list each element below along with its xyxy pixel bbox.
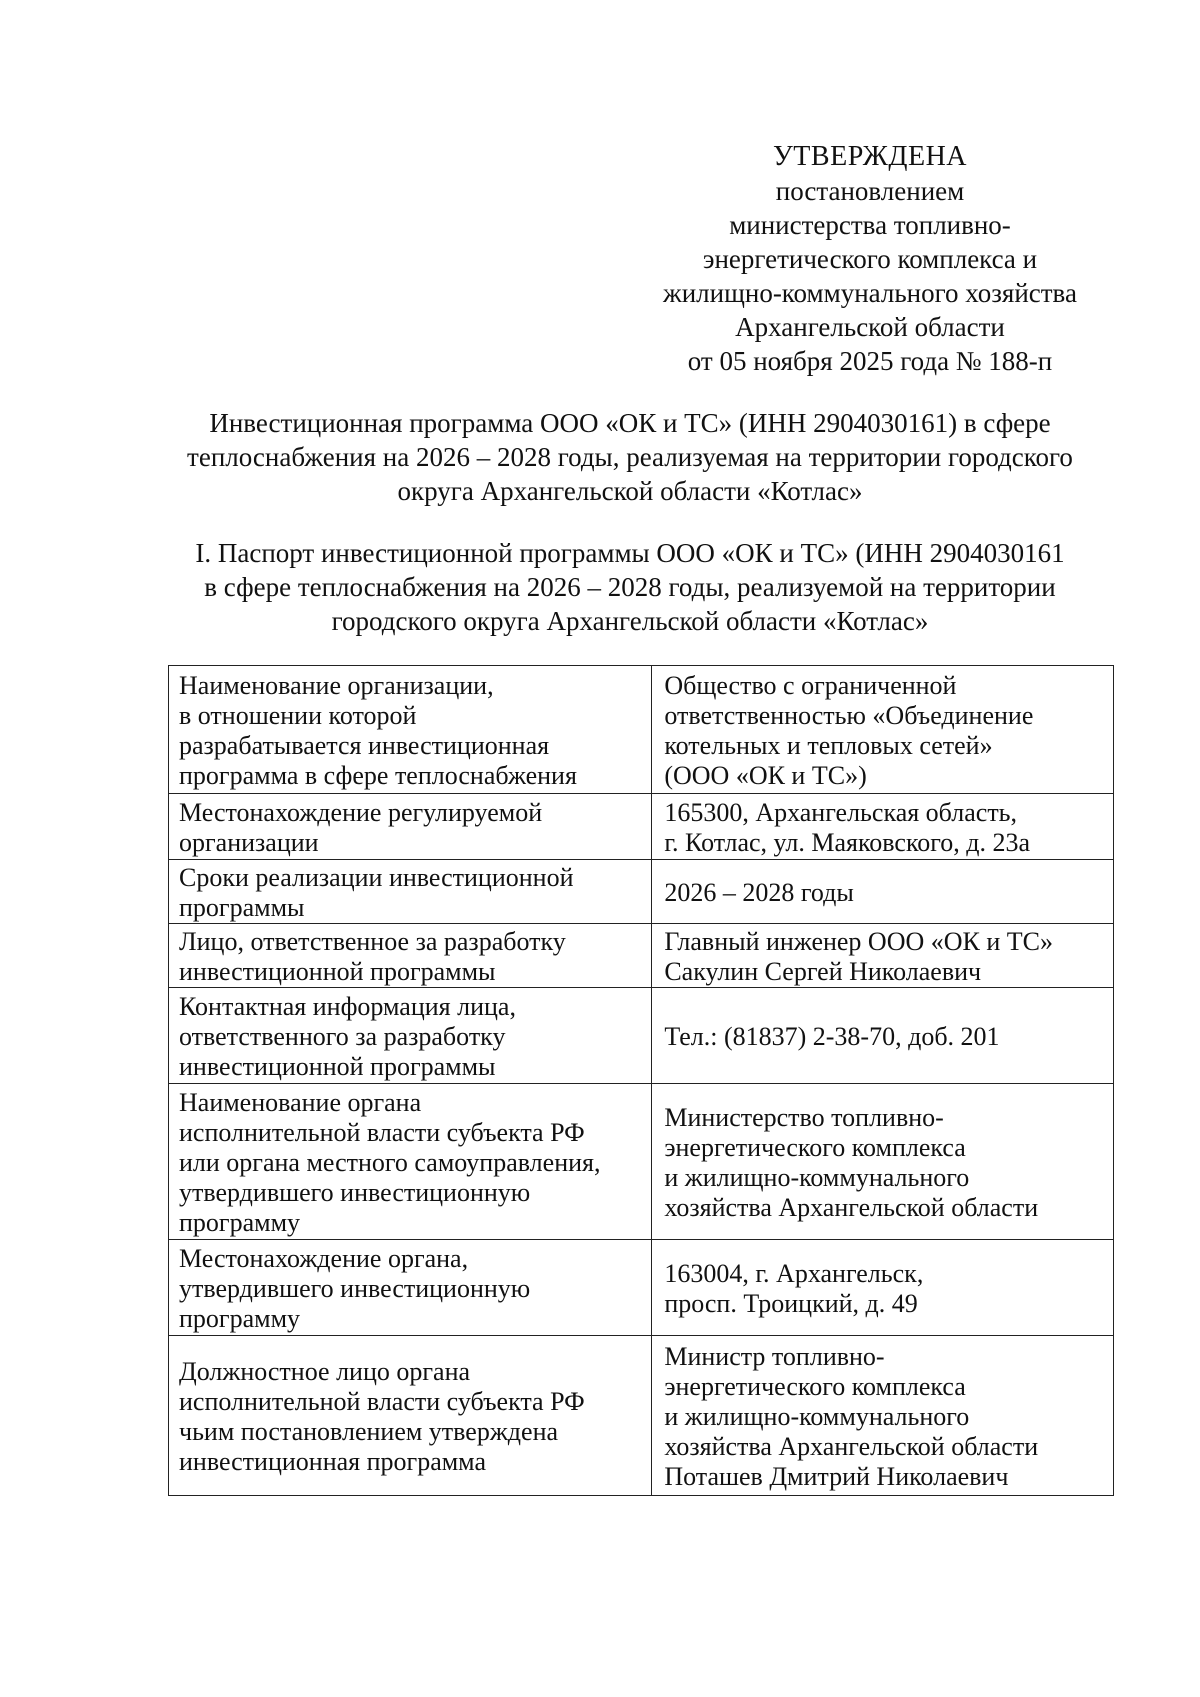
table-row (169, 1240, 1114, 1336)
row-label: Местонахождение регулируемой организации (169, 794, 652, 860)
document-title-line: Инвестиционная программа ООО «ОК и ТС» (ИНН 2904030161) в сфере (209, 408, 1051, 438)
section-title-line: I. Паспорт инвестиционной программы ООО «ОК и ТС» (ИНН 2904030161 (195, 538, 1065, 568)
row-value: 165300, Архангельская область, г. Котлас, ул. Маяковского, д. 23а (652, 794, 1114, 860)
approval-line: министерства топливно- (729, 210, 1011, 240)
row-value: 2026 – 2028 годы (652, 860, 1114, 924)
section-title-line: в сфере теплоснабжения на 2026 – 2028 годы, реализуемой на территории (204, 572, 1056, 602)
passport-table (168, 665, 1114, 1496)
row-label: Лицо, ответственное за разработку инвестиционной программы (169, 924, 652, 988)
approval-line: постановлением (775, 176, 965, 206)
table-row (169, 988, 1114, 1084)
table-row (169, 1336, 1114, 1496)
document-title-line: теплоснабжения на 2026 – 2028 годы, реализуемая на территории городского (187, 442, 1073, 472)
row-value: Общество с ограниченной ответственностью «Объединение котельных и тепловых сетей» (ООО «ОК и ТС») (652, 666, 1114, 794)
row-value: Главный инженер ООО «ОК и ТС» Сакулин Сергей Николаевич (652, 924, 1114, 988)
row-value: Тел.: (81837) 2-38-70, доб. 201 (652, 988, 1114, 1084)
table-row (169, 1084, 1114, 1240)
row-label: Контактная информация лица, ответственного за разработку инвестиционной программы (169, 988, 652, 1084)
table-row (169, 860, 1114, 924)
approval-line: Архангельской области (735, 312, 1005, 342)
row-value: 163004, г. Архангельск, просп. Троицкий, д. 49 (652, 1240, 1114, 1336)
row-label: Наименование организации, в отношении которой разрабатывается инвестиционная программа в сфере теплоснабжения (169, 666, 652, 794)
table-row (169, 666, 1114, 794)
row-label: Наименование органа исполнительной власти субъекта РФ или органа местного самоуправления, утвердившего инвестиционную программу (169, 1084, 652, 1240)
section-title (150, 536, 1110, 638)
row-label: Местонахождение органа, утвердившего инвестиционную программу (169, 1240, 652, 1336)
row-value: Министр топливно- энергетического комплекса и жилищно-коммунального хозяйства Архангельской области Поташев Дмитрий Николаевич (652, 1336, 1114, 1496)
row-label: Должностное лицо органа исполнительной власти субъекта РФ чьим постановлением утверждена инвестиционная программа (169, 1336, 652, 1496)
row-label: Сроки реализации инвестиционной программы (169, 860, 652, 924)
document-title-line: округа Архангельской области «Котлас» (397, 476, 863, 506)
approval-line: энергетического комплекса и (702, 244, 1038, 274)
table-row (169, 794, 1114, 860)
approval-line: жилищно-коммунального хозяйства (663, 278, 1077, 308)
approval-stamp (640, 140, 1100, 378)
approval-title: УТВЕРЖДЕНА (772, 141, 968, 172)
section-title-line: городского округа Архангельской области «Котлас» (331, 606, 929, 636)
table-row (169, 924, 1114, 988)
row-value: Министерство топливно- энергетического комплекса и жилищно-коммунального хозяйства Архангельской области (652, 1084, 1114, 1240)
approval-date-line: от 05 ноября 2025 года № 188-п (687, 346, 1053, 376)
document-title (150, 406, 1110, 508)
